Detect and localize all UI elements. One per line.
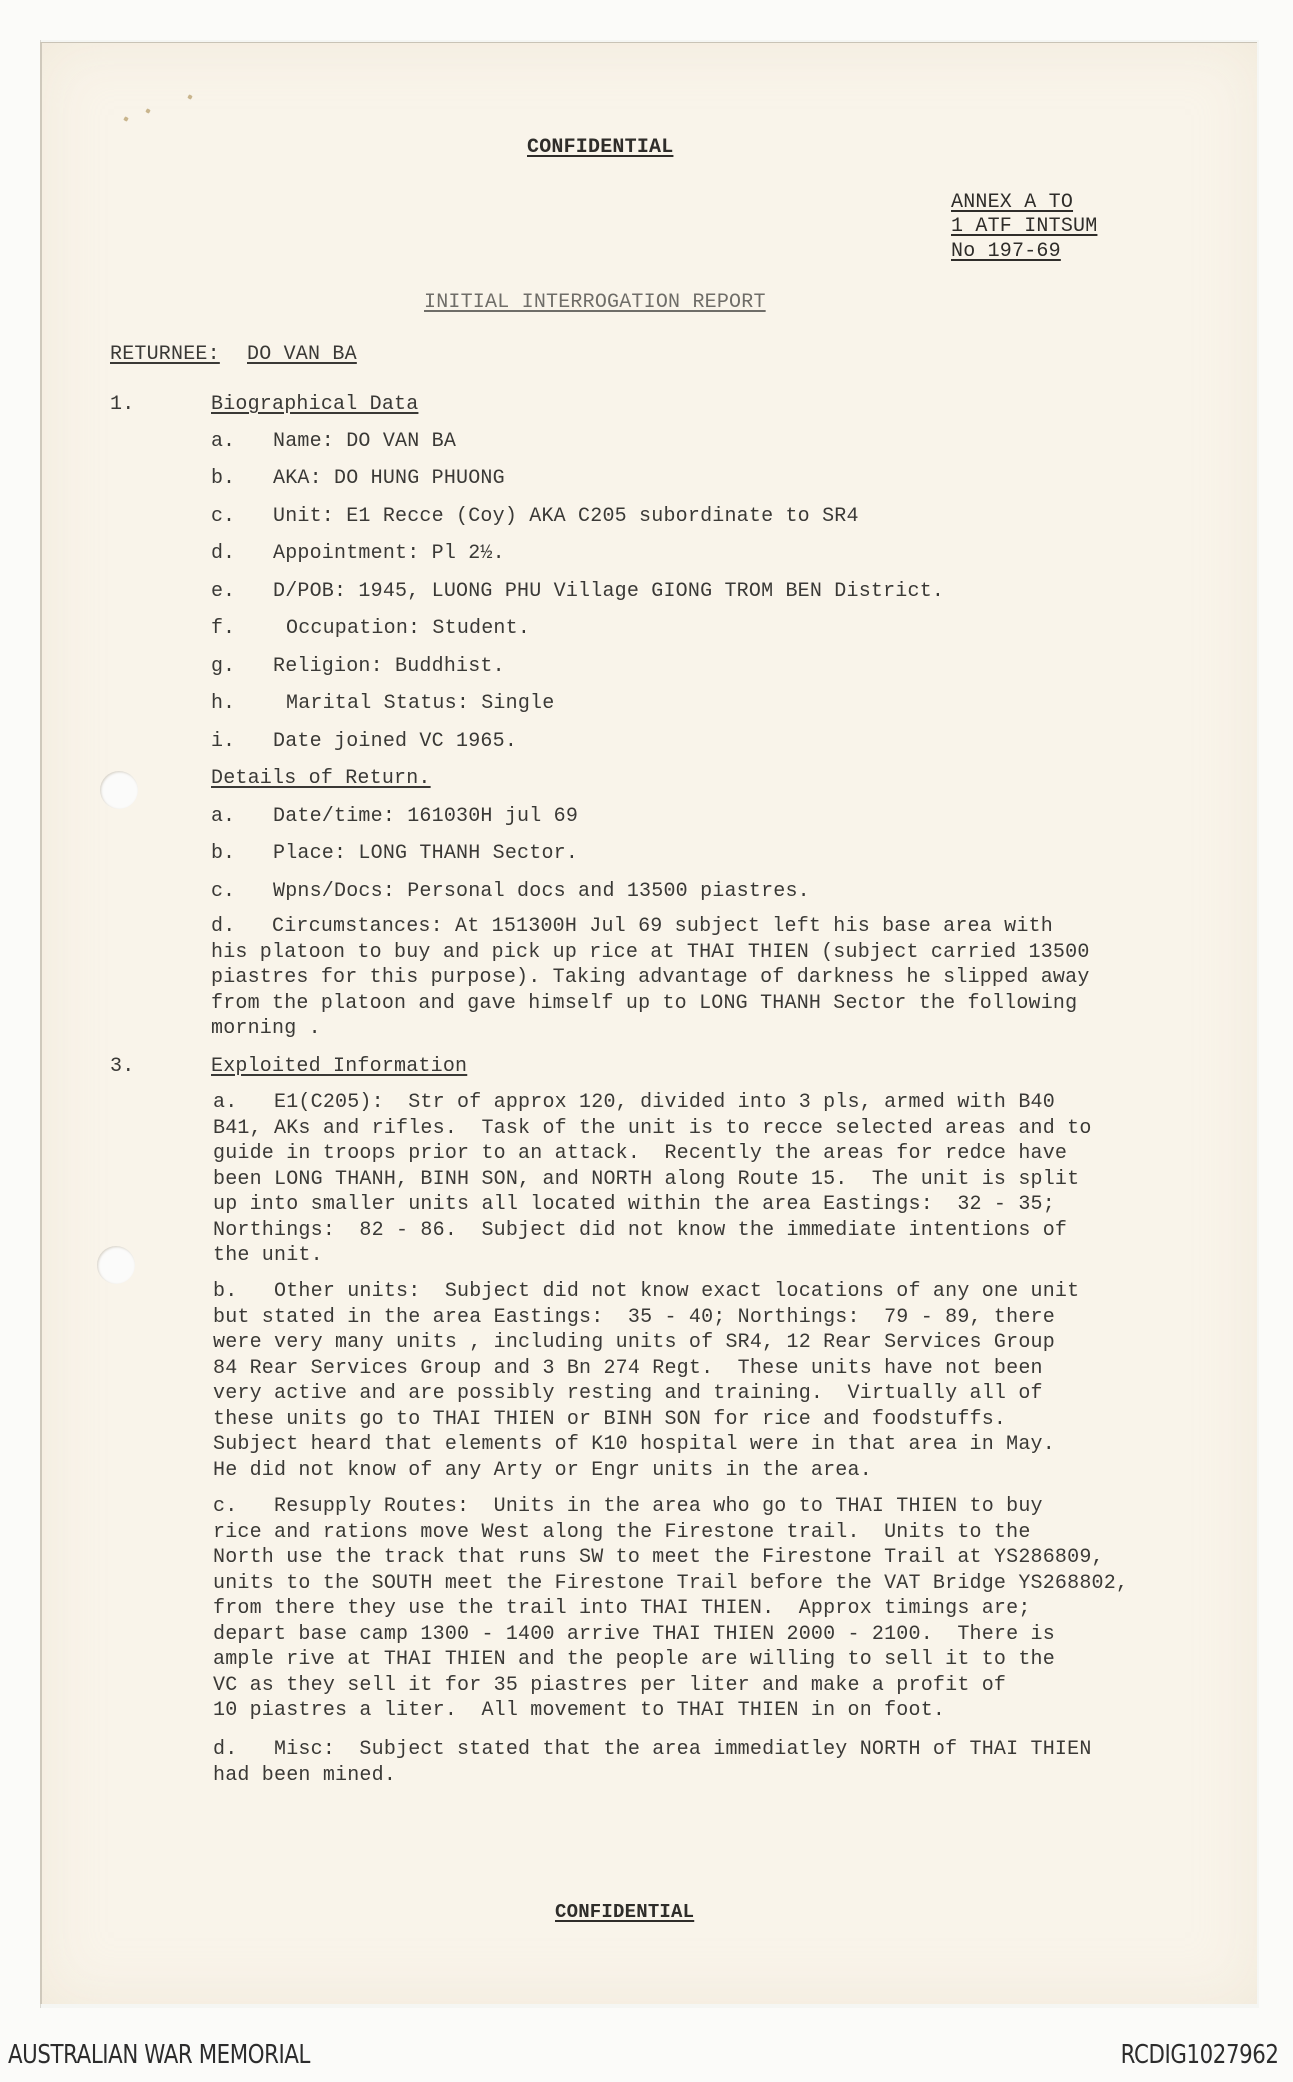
classification-bottom: CONFIDENTIAL	[555, 1901, 695, 1923]
item-text: Occupation: Student.	[286, 617, 531, 640]
section-heading: Exploited Information	[211, 1055, 468, 1078]
paragraph-line: VC as they sell it for 35 piastres per liter and make a profit of	[213, 1674, 1007, 1697]
archive-reference-caption: RCDIG1027962	[1121, 2040, 1279, 2070]
paragraph-line: ample rive at THAI THIEN and the people are willing to sell it to the	[213, 1648, 1055, 1671]
paper-blemish	[145, 108, 150, 113]
annex-line: No 197-69	[951, 240, 1061, 263]
item-text: Appointment: Pl 2½.	[273, 542, 505, 565]
paragraph-line: d. Misc: Subject stated that the area immediatley NORTH of THAI THIEN	[213, 1738, 1092, 1761]
punch-hole	[97, 1246, 135, 1284]
item-text: D/POB: 1945, LUONG PHU Village GIONG TROM BEN District.	[273, 580, 945, 603]
paragraph-line: morning .	[211, 1017, 321, 1040]
paragraph-line: 84 Rear Services Group and 3 Bn 274 Regt. These units have not been	[213, 1357, 1043, 1380]
item-text: Unit: E1 Recce (Coy) AKA C205 subordinate to SR4	[273, 505, 859, 528]
section-heading: Biographical Data	[211, 393, 419, 416]
paragraph-line: B41, AKs and rifles. Task of the unit is to recce selected areas and to	[213, 1117, 1092, 1140]
paragraph-line: units to the SOUTH meet the Firestone Trail before the VAT Bridge YS268802,	[213, 1572, 1129, 1595]
section-heading: Details of Return.	[211, 767, 431, 790]
item-text: Name: DO VAN BA	[273, 430, 457, 453]
item-label: g.	[211, 655, 236, 678]
item-label: f.	[211, 617, 236, 640]
item-label: h.	[211, 692, 236, 715]
section-number: 1.	[110, 393, 135, 416]
paragraph-line: from the platoon and gave himself up to LONG THANH Sector the following	[211, 992, 1078, 1015]
paragraph-line: Northings: 82 - 86. Subject did not know the immediate intentions of	[213, 1219, 1068, 1242]
paragraph-line: these units go to THAI THIEN or BINH SON for rice and foodstuffs.	[213, 1408, 1007, 1431]
item-text: AKA: DO HUNG PHUONG	[273, 467, 505, 490]
annex-line: 1 ATF INTSUM	[951, 215, 1098, 238]
paragraph-line: had been mined.	[213, 1764, 397, 1787]
returnee-label: RETURNEE:	[110, 343, 220, 366]
paragraph-line: rice and rations move West along the Firestone trail. Units to the	[213, 1521, 1031, 1544]
report-title: INITIAL INTERROGATION REPORT	[424, 291, 766, 314]
annex-line: ANNEX A TO	[951, 191, 1074, 214]
item-text: Wpns/Docs: Personal docs and 13500 piastres.	[273, 880, 810, 903]
paragraph-line: up into smaller units all located within the area Eastings: 32 - 35;	[213, 1193, 1055, 1216]
item-text: Place: LONG THANH Sector.	[273, 842, 579, 865]
item-label: i.	[211, 730, 236, 753]
paragraph-line: the unit.	[213, 1244, 323, 1267]
classification-top: CONFIDENTIAL	[527, 136, 674, 159]
item-text: Date joined VC 1965.	[273, 730, 518, 753]
item-label: c.	[211, 880, 236, 903]
paragraph-line: guide in troops prior to an attack. Recently the areas for redce have	[213, 1142, 1068, 1165]
paragraph-line: d. Circumstances: At 151300H Jul 69 subject left his base area with	[211, 915, 1053, 938]
item-label: c.	[211, 505, 236, 528]
paragraph-line: very active and are possibly resting and training. Virtually all of	[213, 1382, 1043, 1405]
item-text: Religion: Buddhist.	[273, 655, 505, 678]
archive-source-caption: AUSTRALIAN WAR MEMORIAL	[8, 2040, 311, 2070]
item-label: d.	[211, 542, 236, 565]
item-label: b.	[211, 467, 236, 490]
item-text: Date/time: 161030H jul 69	[273, 805, 579, 828]
section-number: 3.	[110, 1055, 135, 1078]
paper-blemish	[187, 94, 192, 99]
paragraph-line: depart base camp 1300 - 1400 arrive THAI THIEN 2000 - 2100. There is	[213, 1623, 1055, 1646]
paper-blemish	[123, 116, 128, 121]
item-text: Marital Status: Single	[286, 692, 555, 715]
paragraph-line: been LONG THANH, BINH SON, and NORTH along Route 15. The unit is split	[213, 1168, 1080, 1191]
paragraph-line: North use the track that runs SW to meet the Firestone Trail at YS286809,	[213, 1546, 1104, 1569]
paragraph-line: but stated in the area Eastings: 35 - 40; Northings: 79 - 89, there	[213, 1306, 1055, 1329]
paragraph-line: He did not know of any Arty or Engr units in the area.	[213, 1459, 872, 1482]
paragraph-line: were very many units , including units of SR4, 12 Rear Services Group	[213, 1331, 1055, 1354]
paragraph-line: Subject heard that elements of K10 hospital were in that area in May.	[213, 1433, 1055, 1456]
item-label: b.	[211, 842, 236, 865]
paragraph-line: c. Resupply Routes: Units in the area who go to THAI THIEN to buy	[213, 1495, 1043, 1518]
paragraph-line: from there they use the trail into THAI THIEN. Approx timings are;	[213, 1597, 1031, 1620]
paragraph-line: 10 piastres a liter. All movement to THAI THIEN in on foot.	[213, 1699, 946, 1722]
punch-hole	[100, 771, 138, 809]
paragraph-line: a. E1(C205): Str of approx 120, divided into 3 pls, armed with B40	[213, 1091, 1055, 1114]
item-label: a.	[211, 430, 236, 453]
returnee-name: DO VAN BA	[247, 343, 357, 366]
item-label: e.	[211, 580, 236, 603]
item-label: a.	[211, 805, 236, 828]
paragraph-line: piastres for this purpose). Taking advantage of darkness he slipped away	[211, 966, 1090, 989]
paragraph-line: his platoon to buy and pick up rice at THAI THIEN (subject carried 13500	[211, 941, 1090, 964]
paragraph-line: b. Other units: Subject did not know exact locations of any one unit	[213, 1280, 1080, 1303]
